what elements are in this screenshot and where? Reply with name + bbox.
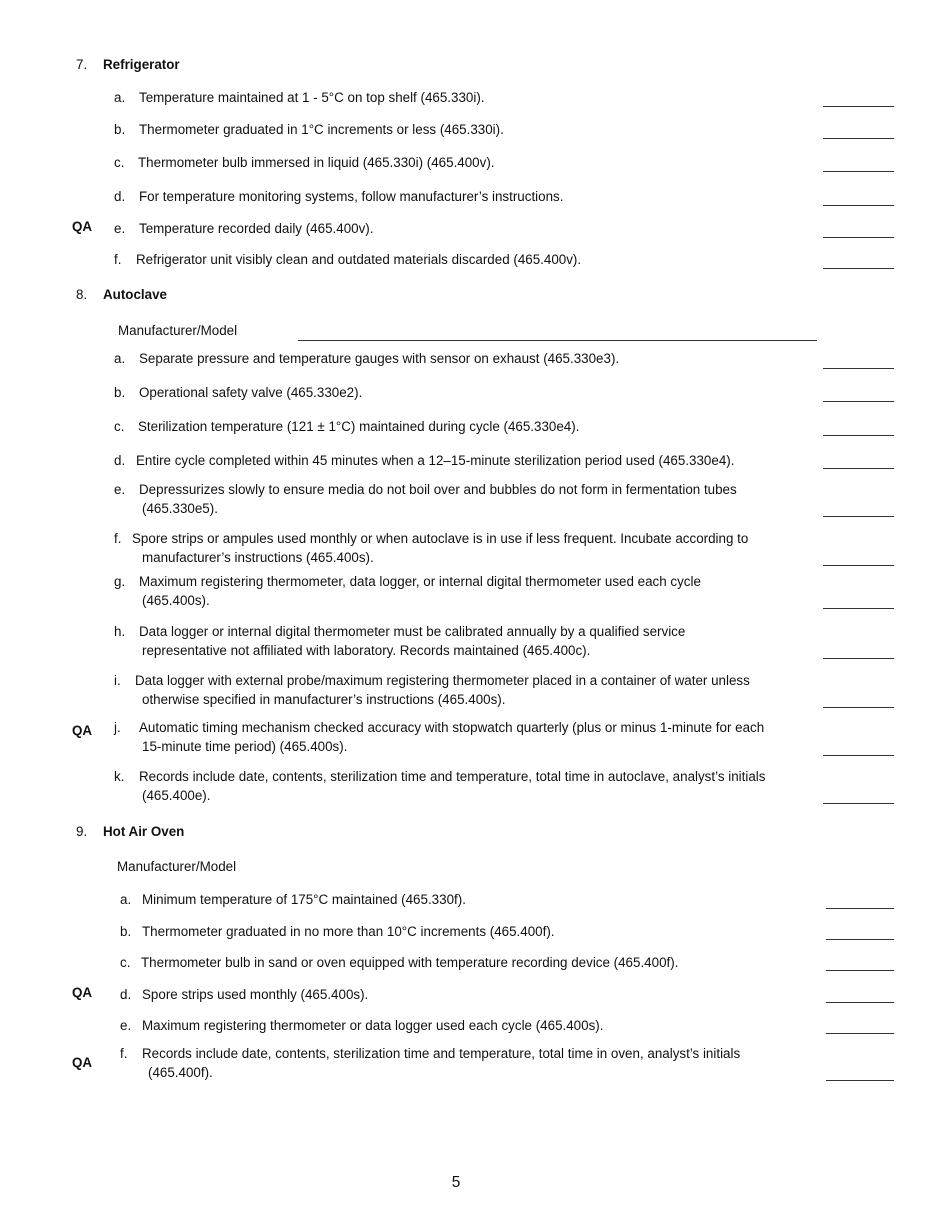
item-text: Sterilization temperature (121 ± 1°C) maintained during cycle (465.330e4). <box>138 419 580 434</box>
item-text: Depressurizes slowly to ensure media do not boil over and bubbles do not form in fermentation tubes <box>139 482 737 497</box>
item-text-cont: representative not affiliated with laboratory. Records maintained (465.400c). <box>142 643 591 658</box>
item-letter: c. <box>114 419 125 434</box>
item-text: Spore strips used monthly (465.400s). <box>142 987 369 1002</box>
s8-a-answer-line[interactable] <box>823 368 894 369</box>
s9-f-answer-line[interactable] <box>826 1080 894 1081</box>
section-9-number: 9. <box>76 824 88 839</box>
item-letter: a. <box>114 90 126 105</box>
item-letter: k. <box>114 769 125 784</box>
s9-c-answer-line[interactable] <box>826 970 894 971</box>
item-text: Maximum registering thermometer or data logger used each cycle (465.400s). <box>142 1018 604 1033</box>
item-text: Thermometer bulb immersed in liquid (465.330i) (465.400v). <box>138 155 495 170</box>
item-letter: f. <box>114 252 122 267</box>
item-letter: a. <box>120 892 132 907</box>
s8-k-answer-line[interactable] <box>823 803 894 804</box>
section-7-title: Refrigerator <box>103 57 180 72</box>
item-text: Entire cycle completed within 45 minutes when a 12–15-minute sterilization period used (465.330e4). <box>136 453 735 468</box>
section-7-number: 7. <box>76 57 88 72</box>
qa-marker: QA <box>72 985 93 1000</box>
item-text-cont: 15-minute time period) (465.400s). <box>142 739 348 754</box>
item-text: Separate pressure and temperature gauges with sensor on exhaust (465.330e3). <box>139 351 620 366</box>
item-letter: b. <box>114 385 126 400</box>
item-letter: j. <box>114 720 121 735</box>
s7-e-answer-line[interactable] <box>823 237 894 238</box>
s8-h-answer-line[interactable] <box>823 658 894 659</box>
item-text: Minimum temperature of 175°C maintained (465.330f). <box>142 892 466 907</box>
s7-a-answer-line[interactable] <box>823 106 894 107</box>
s8-b-answer-line[interactable] <box>823 401 894 402</box>
item-text: Records include date, contents, sterilization time and temperature, total time in autoclave, analyst’s initials <box>139 769 766 784</box>
item-text: Spore strips or ampules used monthly or when autoclave is in use if less frequent. Incubate according to <box>132 531 749 546</box>
item-text: Operational safety valve (465.330e2). <box>139 385 363 400</box>
qa-marker: QA <box>72 1055 93 1070</box>
item-text: Automatic timing mechanism checked accuracy with stopwatch quarterly (plus or minus 1-minute for each <box>139 720 765 735</box>
s7-f-answer-line[interactable] <box>823 268 894 269</box>
s8-manufacturer-label: Manufacturer/Model <box>118 323 238 338</box>
s8-j-answer-line[interactable] <box>823 755 894 756</box>
item-text-cont: (465.330e5). <box>142 501 218 516</box>
item-letter: d. <box>114 189 126 204</box>
s8-manufacturer-input[interactable] <box>298 340 817 341</box>
item-letter: f. <box>114 531 122 546</box>
s9-a-answer-line[interactable] <box>826 908 894 909</box>
item-text: Data logger or internal digital thermometer must be calibrated annually by a qualified service <box>139 624 686 639</box>
s9-manufacturer-label: Manufacturer/Model <box>117 859 237 874</box>
item-letter: i. <box>114 673 121 688</box>
item-text: Maximum registering thermometer, data logger, or internal digital thermometer used each cycle <box>139 574 701 589</box>
item-letter: e. <box>114 221 126 236</box>
item-letter: c. <box>120 955 131 970</box>
item-letter: g. <box>114 574 126 589</box>
item-text: For temperature monitoring systems, follow manufacturer’s instructions. <box>139 189 564 204</box>
section-8-number: 8. <box>76 287 88 302</box>
item-text: Refrigerator unit visibly clean and outdated materials discarded (465.400v). <box>136 252 582 267</box>
item-letter: d. <box>120 987 132 1002</box>
item-text: Data logger with external probe/maximum registering thermometer placed in a container of water unless <box>135 673 750 688</box>
s7-b-answer-line[interactable] <box>823 138 894 139</box>
item-text: Temperature recorded daily (465.400v). <box>139 221 374 236</box>
item-letter: a. <box>114 351 126 366</box>
item-text-cont: manufacturer’s instructions (465.400s). <box>142 550 374 565</box>
item-letter: h. <box>114 624 126 639</box>
item-letter: f. <box>120 1046 128 1061</box>
item-letter: b. <box>120 924 132 939</box>
item-text-cont: (465.400e). <box>142 788 211 803</box>
item-text-cont: (465.400s). <box>142 593 210 608</box>
item-text-cont: (465.400f). <box>148 1065 213 1080</box>
item-text: Records include date, contents, sterilization time and temperature, total time in oven, analyst’s initials <box>142 1046 741 1061</box>
item-letter: d. <box>114 453 126 468</box>
item-letter: b. <box>114 122 126 137</box>
item-text-cont: otherwise specified in manufacturer’s instructions (465.400s). <box>142 692 506 707</box>
qa-marker: QA <box>72 219 93 234</box>
s8-f-answer-line[interactable] <box>823 565 894 566</box>
s9-d-answer-line[interactable] <box>826 1002 894 1003</box>
item-text: Thermometer bulb in sand or oven equipped with temperature recording device (465.400f). <box>141 955 679 970</box>
qa-marker: QA <box>72 723 93 738</box>
s8-g-answer-line[interactable] <box>823 608 894 609</box>
s8-d-answer-line[interactable] <box>823 468 894 469</box>
s9-e-answer-line[interactable] <box>826 1033 894 1034</box>
s7-d-answer-line[interactable] <box>823 205 894 206</box>
item-text: Temperature maintained at 1 - 5°C on top shelf (465.330i). <box>139 90 485 105</box>
item-text: Thermometer graduated in no more than 10°C increments (465.400f). <box>142 924 555 939</box>
item-text: Thermometer graduated in 1°C increments or less (465.330i). <box>139 122 504 137</box>
s8-e-answer-line[interactable] <box>823 516 894 517</box>
item-letter: c. <box>114 155 125 170</box>
section-9-title: Hot Air Oven <box>103 824 185 839</box>
section-8-title: Autoclave <box>103 287 167 302</box>
s9-b-answer-line[interactable] <box>826 939 894 940</box>
s8-i-answer-line[interactable] <box>823 707 894 708</box>
s8-c-answer-line[interactable] <box>823 435 894 436</box>
page-number: 5 <box>451 1174 461 1191</box>
item-letter: e. <box>120 1018 132 1033</box>
item-letter: e. <box>114 482 126 497</box>
s7-c-answer-line[interactable] <box>823 171 894 172</box>
